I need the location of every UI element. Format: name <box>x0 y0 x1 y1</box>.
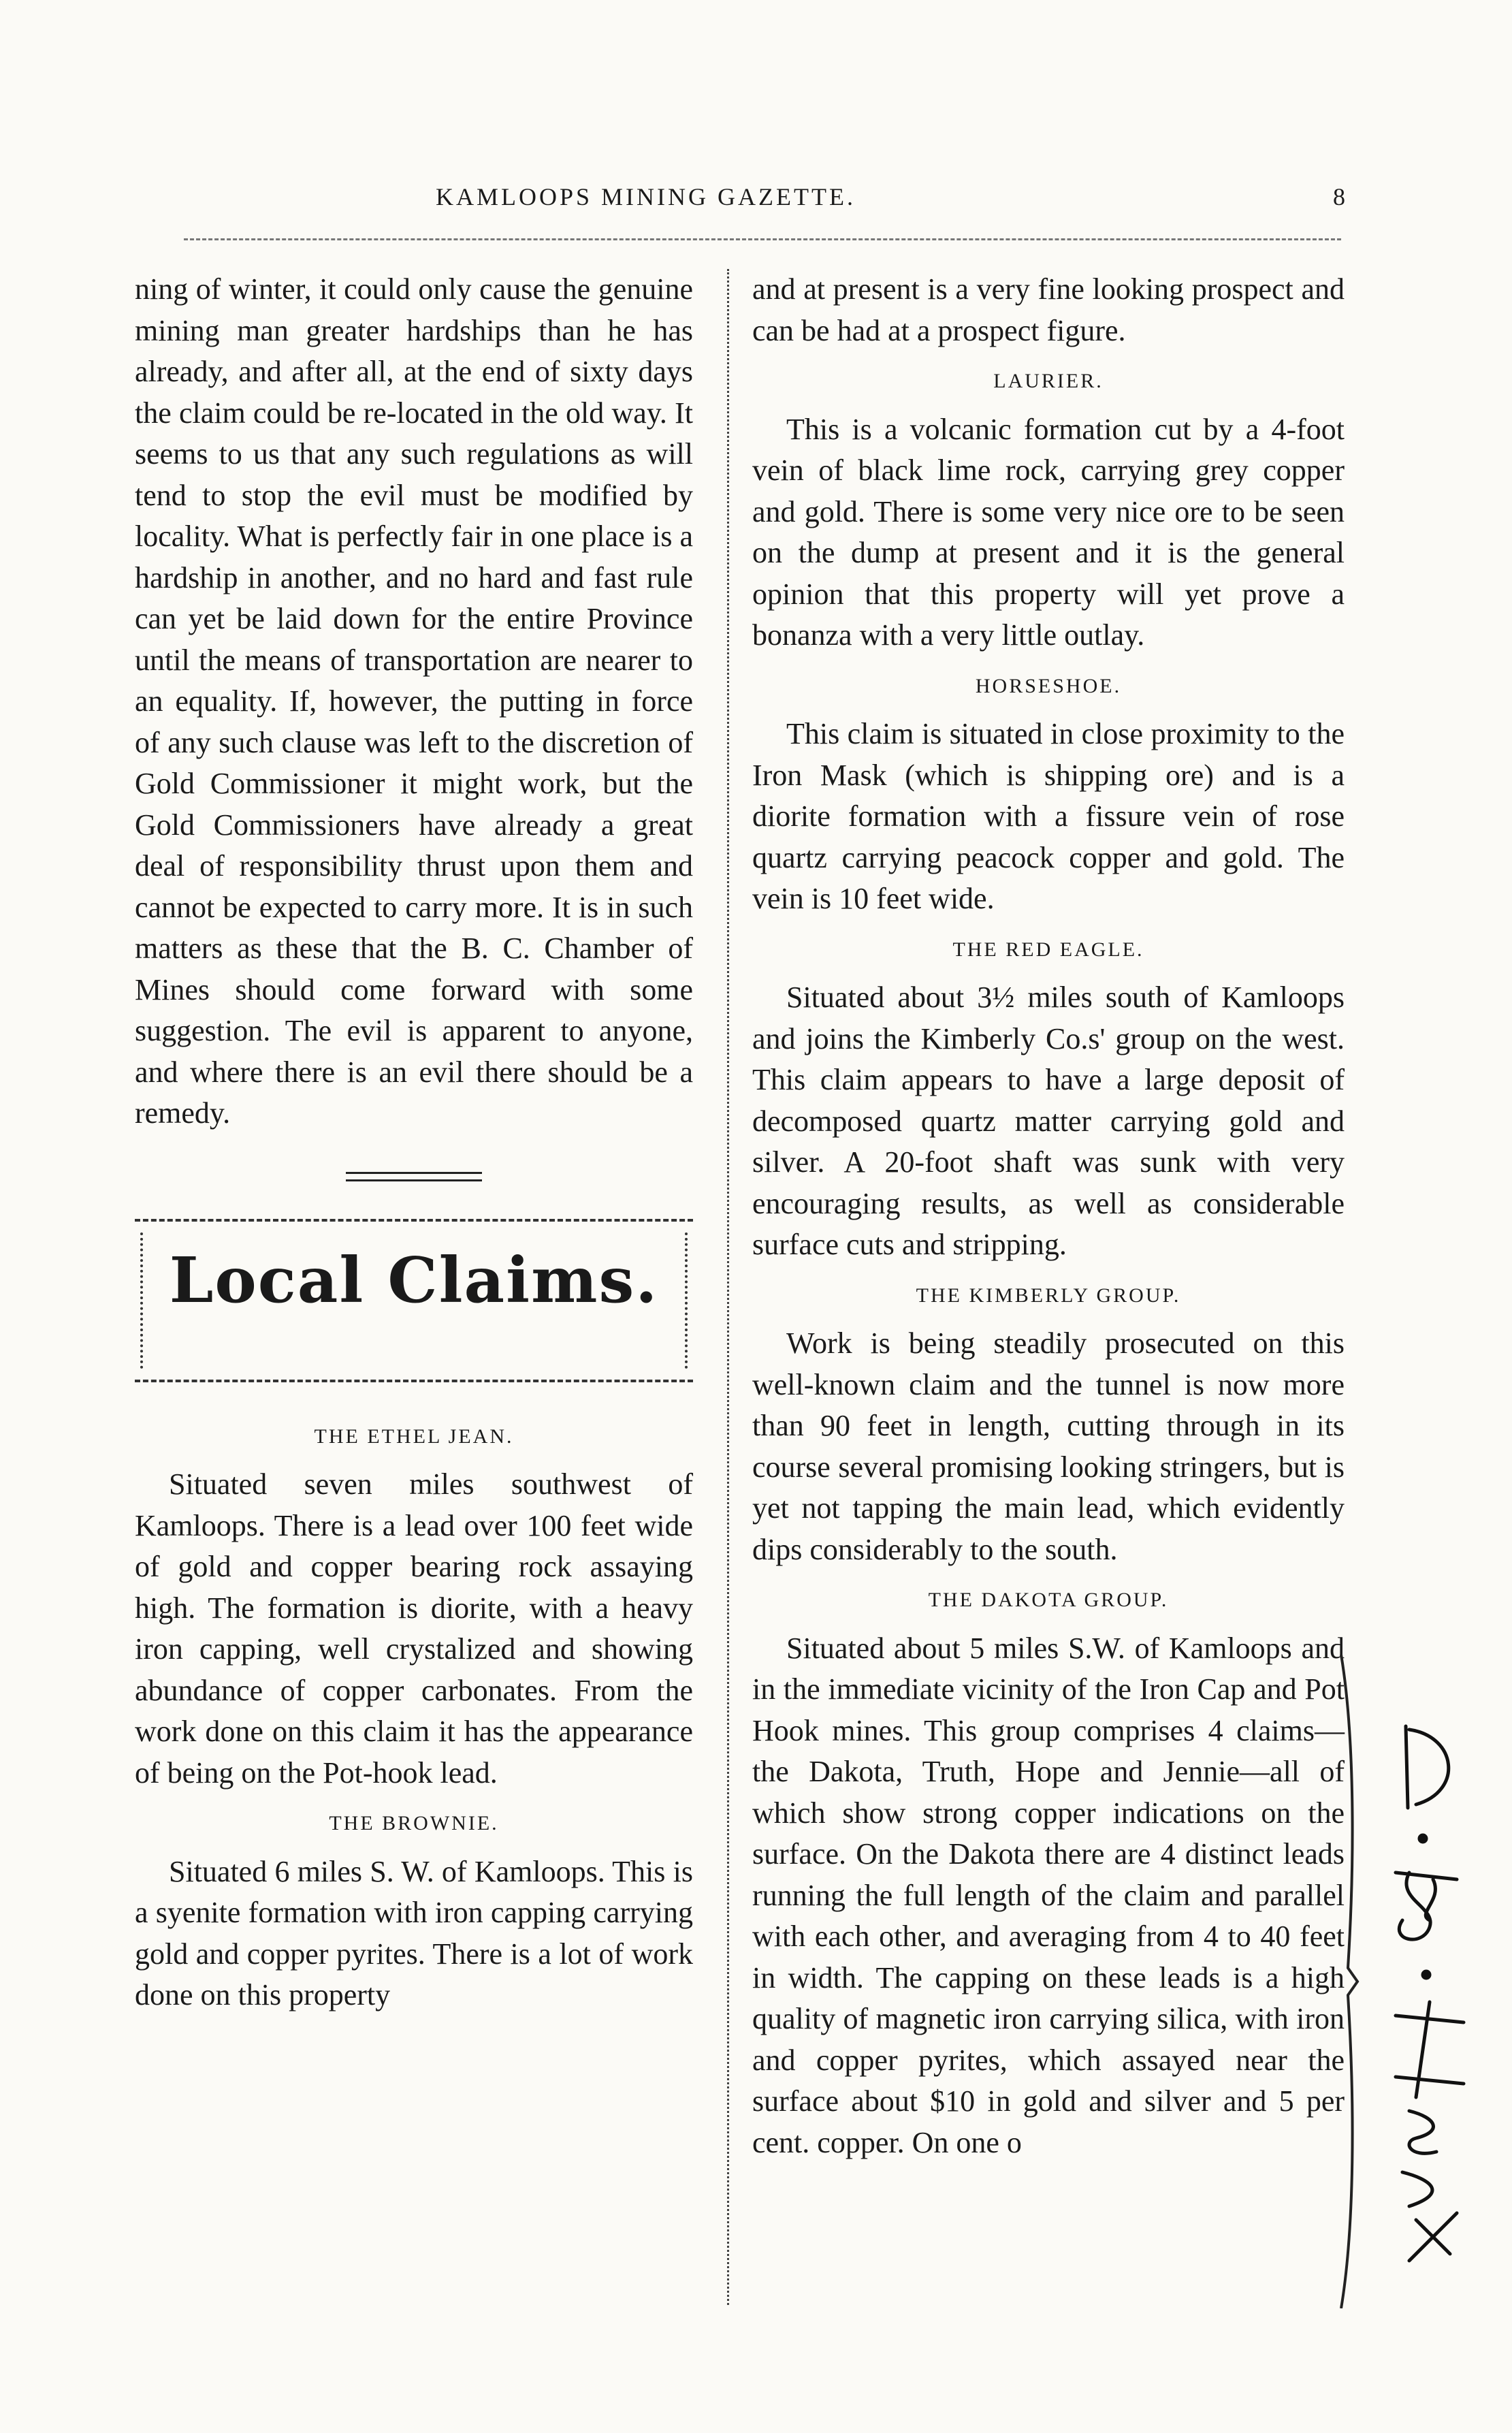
banner-border-bottom <box>135 1380 693 1382</box>
heading-laurier: LAURIER. <box>993 370 1104 392</box>
double-rule-divider <box>346 1172 482 1181</box>
brownie-text: Situated 6 miles S. W. of Kamloops. This is a syenite formation with iron capping carrying gold and copper pyrites. There is a lot of work done on this property <box>135 1854 693 2011</box>
dakota-group-text: Situated about 5 miles S.W. of Kamloops and in the immediate vicinity of the Iron Cap and Pot Hook mines. This group comprises 4 claims—the Dakota, Truth, Hope and Jennie—all of which show strong copper indications on the surface. On the Dakota there are 4 distinct leads running the full length of the claim and parallel with each other, and averaging from 4 to 40 feet in width. The capping on these leads is a high quality of magnetic iron carrying silica, with iron and copper pyrites, which assayed near the surface about $10 in gold and silver and 5 per cent. copper. On one o <box>752 1631 1345 2159</box>
newspaper-title: KAMLOOPS MINING GAZETTE. <box>436 183 856 210</box>
red-eagle-text: Situated about 3½ miles south of Kamloops and joins the Kimberly Co.s' group on the west. This claim appears to have a large deposit of decomposed quartz matter carrying gold and silver. A 20-foot shaft was sunk with very encouraging results, as well as considerable surface cuts and stripping. <box>752 981 1345 1261</box>
right-column <box>752 269 1345 2163</box>
laurier-text: This is a volcanic formation cut by a 4-foot vein of black lime rock, carrying grey copper and gold. There is some very nice ore to be seen on the dump at present and it is the general opinion that this property will yet prove a bonanza with a very little outlay. <box>752 412 1345 652</box>
left-column <box>135 269 693 2016</box>
heading-red-eagle: THE RED EAGLE. <box>952 938 1144 961</box>
brownie-continued-text: and at present is a very fine looking prospect and can be had at a prospect figure. <box>752 272 1345 347</box>
banner-title: Local Claims. <box>169 1243 659 1317</box>
editorial-paragraph: ning of winter, it could only cause the genuine mining man greater hardships than he has already, and after all, at the end of sixty days the claim could be re-located in the old way. It seems to us that any such regulations as will tend to stop the evil must be modified by locality. What is perfectly fair in one place is a hardship in another, and no hard and fast rule can yet be laid down for the entire Province until the means of transportation are nearer to an equality. If, however, the putting in force of any such clause was left to the discretion of Gold Commissioner it might work, but the Gold Commissioners have already a great deal of responsibility thrust upon them and cannot be expected to carry more. It is in such matters as these that the B. C. Chamber of Mines should come forward with some suggestion. The evil is apparent to anyone, and where there is an evil there should be a remedy. <box>135 272 693 1130</box>
kimberly-group-text: Work is being steadily prosecuted on this well-known claim and the tunnel is now more than 90 feet in length, cutting through in its course several promising looking stringers, but is yet not tapping the main lead, which evidently dips considerably to the south. <box>752 1326 1345 1566</box>
heading-brownie: THE BROWNIE. <box>329 1812 499 1834</box>
header-rule <box>184 238 1341 240</box>
heading-horseshoe: HORSESHOE. <box>975 674 1122 697</box>
local-claims-banner <box>135 1212 693 1389</box>
ethel-jean-text: Situated seven miles southwest of Kamloops. There is a lead over 100 feet wide of gold and copper bearing rock assaying high. The formation is diorite, with a heavy iron capping, well crystalized and showing abundance of copper carbonates. From the work done on this claim it has the appearance of being on the Pot-hook lead. <box>135 1467 693 1790</box>
page-header <box>395 182 1348 223</box>
horseshoe-text: This claim is situated in close proximity to the Iron Mask (which is shipping ore) and is a diorite formation with a fissure vein of rose quartz carrying peacock copper and gold. The vein is 10 feet wide. <box>752 717 1345 915</box>
banner-border-top <box>135 1219 693 1222</box>
heading-dakota-group: THE DAKOTA GROUP. <box>928 1589 1169 1611</box>
column-divider <box>727 269 729 2305</box>
heading-kimberly-group: THE KIMBERLY GROUP. <box>916 1284 1181 1307</box>
heading-ethel-jean: THE ETHEL JEAN. <box>314 1425 514 1448</box>
margin-brace-mark <box>1334 1655 1362 2308</box>
handwritten-signature <box>1368 1716 1477 2274</box>
page-number: 8 <box>1333 183 1348 210</box>
